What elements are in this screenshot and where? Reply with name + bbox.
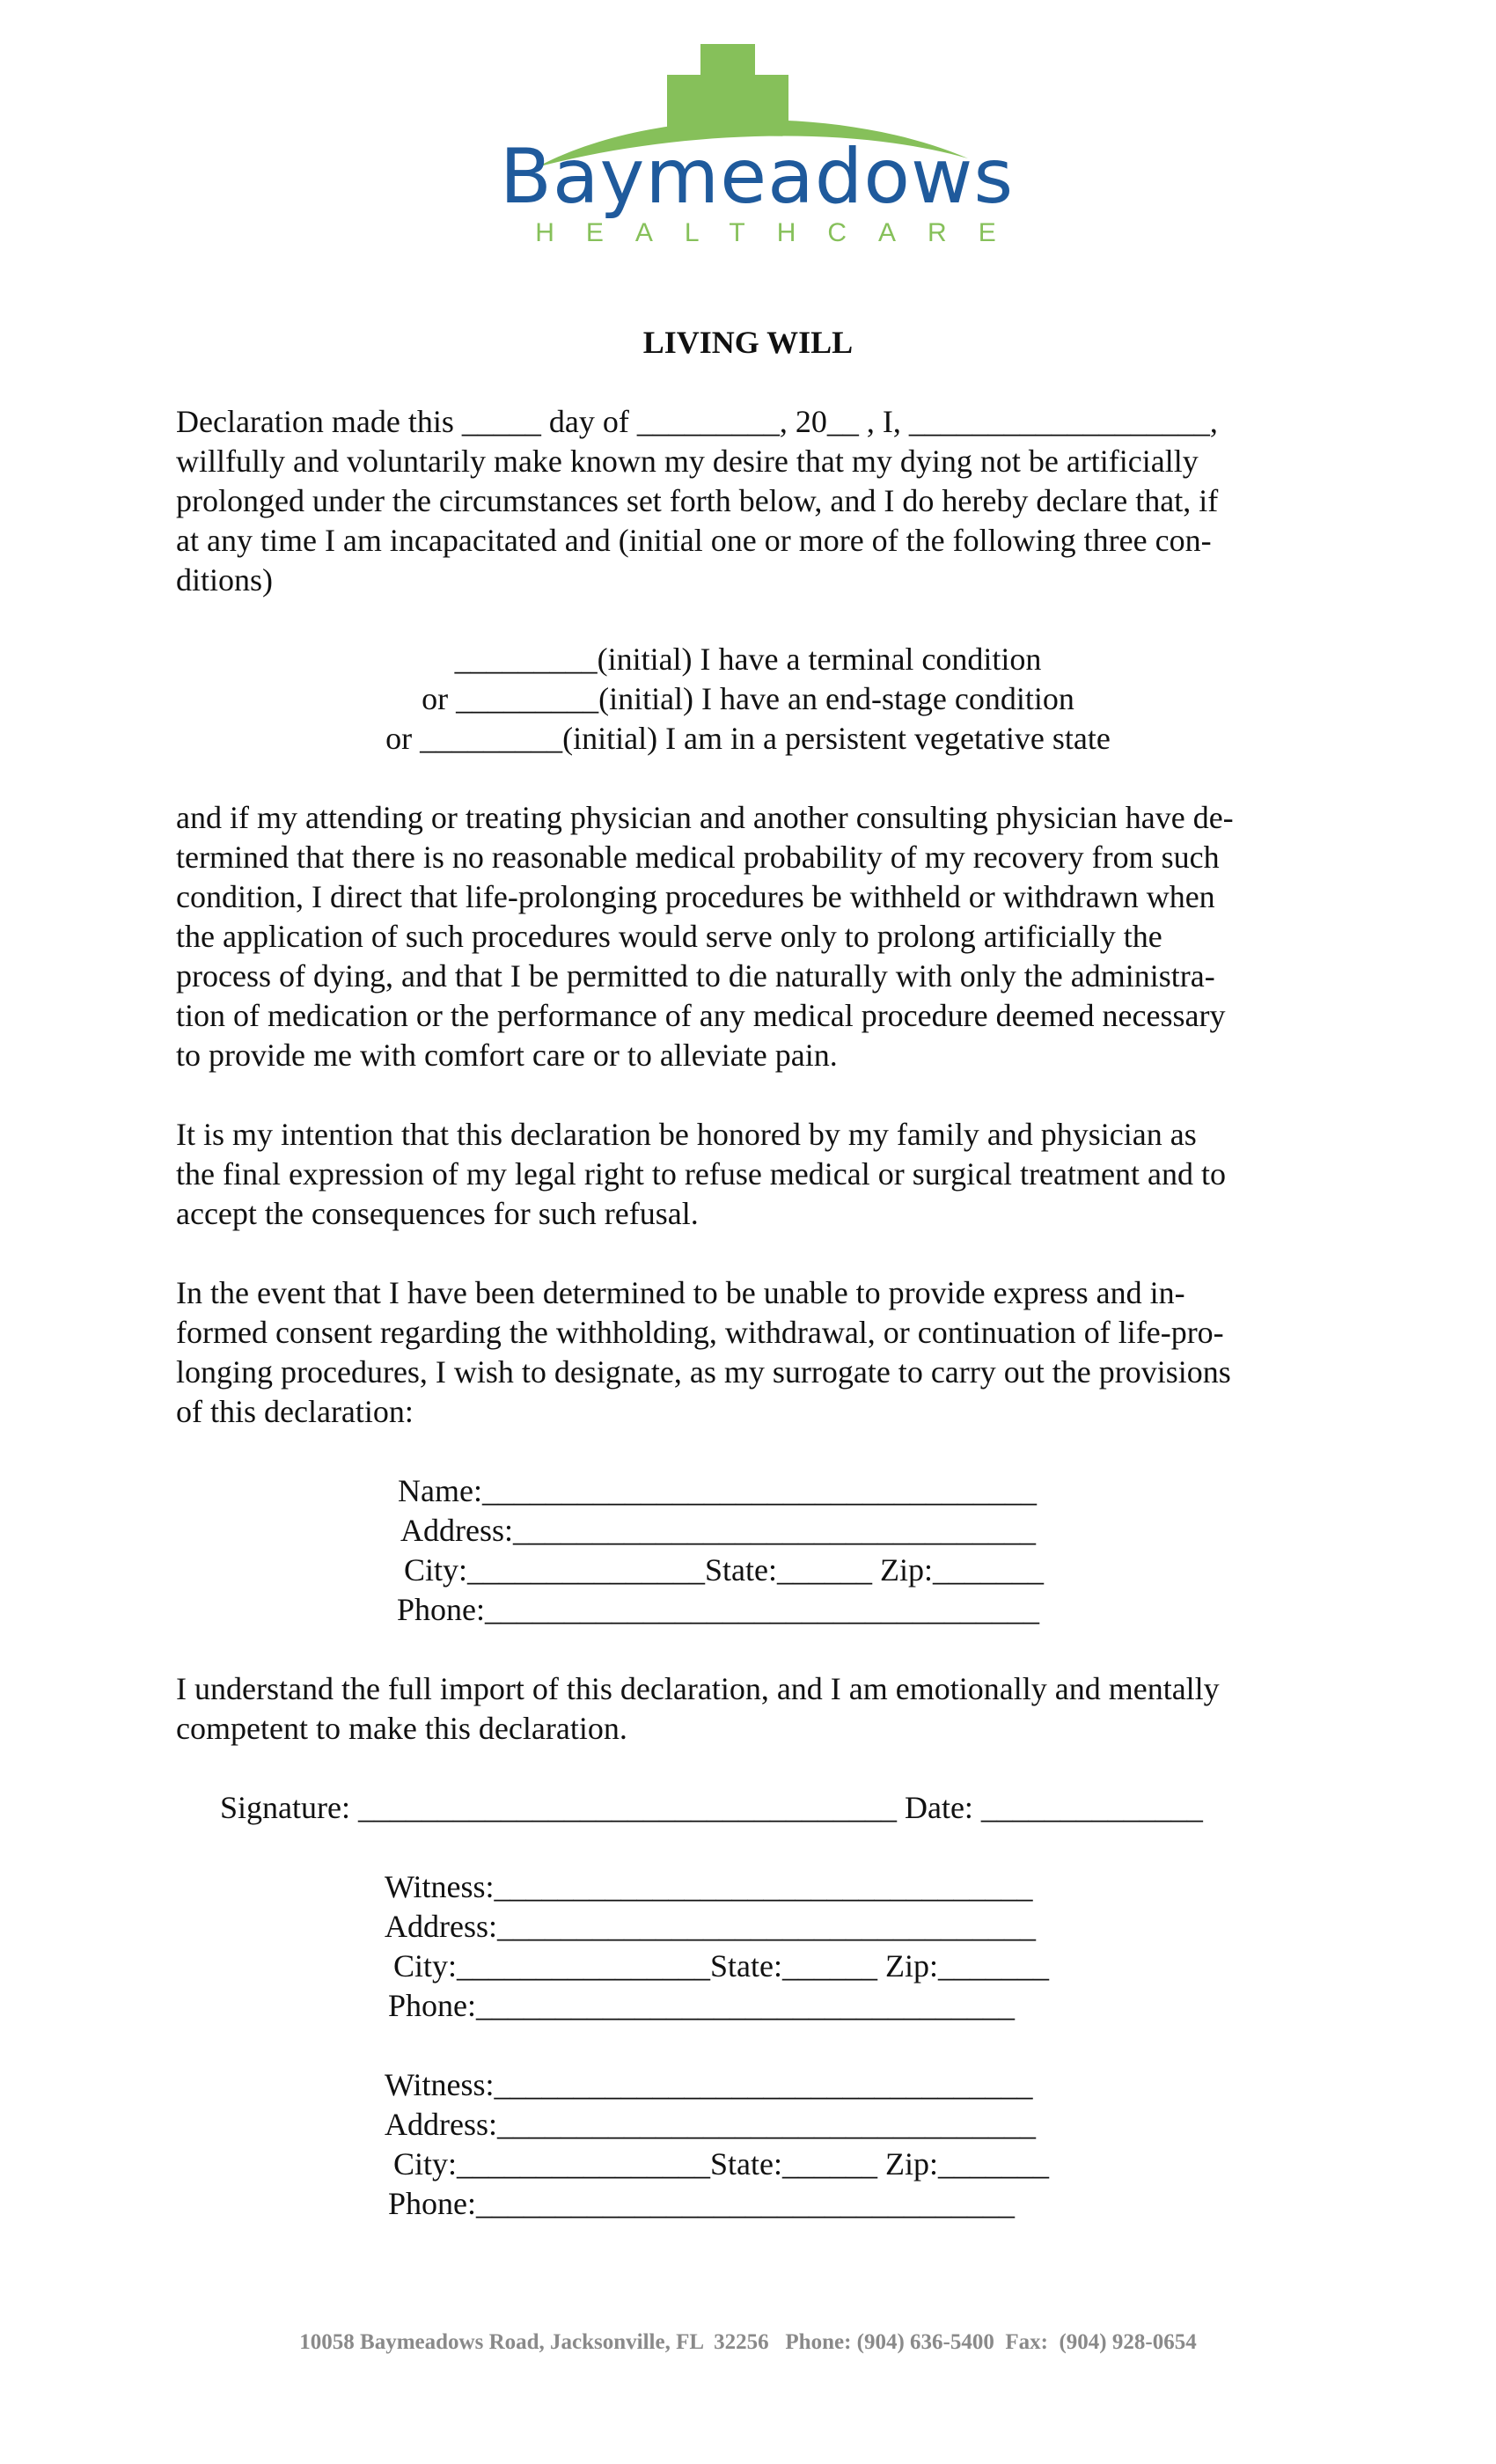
understanding-paragraph bbox=[176, 1669, 1338, 1749]
directive-line: to provide me with comfort care or to alleviate pain. bbox=[176, 1038, 838, 1073]
witness2-address-field[interactable]: Address:__________________________________ bbox=[385, 2107, 1036, 2142]
document-title: LIVING WILL bbox=[642, 325, 854, 360]
condition-terminal: _________(initial) I have a terminal condition bbox=[454, 642, 1042, 677]
intention-line: the final expression of my legal right to refuse medical or surgical treatment and to bbox=[176, 1156, 1226, 1192]
surrogate-address-field[interactable]: Address:_________________________________ bbox=[400, 1513, 1036, 1548]
brand-subtitle: HEALTHCARE bbox=[535, 218, 1028, 247]
intention-line: accept the consequences for such refusal. bbox=[176, 1196, 699, 1231]
signature-date-field[interactable]: Signature: __________________________________ Date: ______________ bbox=[220, 1790, 1203, 1825]
condition-vegetative: or _________(initial) I am in a persistent vegetative state bbox=[385, 721, 1111, 756]
footer-contact: 10058 Baymeadows Road, Jacksonville, FL 32256 Phone: (904) 636-5400 Fax: (904) 928-0654 bbox=[299, 2330, 1197, 2354]
directive-line: and if my attending or treating physician and another consulting physician have de- bbox=[176, 800, 1234, 835]
directive-line: tion of medication or the performance of any medical procedure deemed necessary bbox=[176, 998, 1226, 1033]
witness2-name-field[interactable]: Witness:__________________________________ bbox=[385, 2067, 1033, 2102]
surrogate-intro-line: formed consent regarding the withholding, withdrawal, or continuation of life-pro- bbox=[176, 1315, 1224, 1350]
declaration-paragraph bbox=[176, 402, 1338, 600]
declaration-line: prolonged under the circumstances set forth below, and I do hereby declare that, if bbox=[176, 483, 1219, 518]
surrogate-phone-field[interactable]: Phone:___________________________________ bbox=[397, 1592, 1040, 1627]
witness1-name-field[interactable]: Witness:__________________________________ bbox=[385, 1869, 1033, 1904]
directive-line: the application of such procedures would serve only to prolong artificially the bbox=[176, 919, 1162, 954]
condition-end-stage: or _________(initial) I have an end-stage condition bbox=[422, 681, 1074, 716]
surrogate-city-state-zip-field[interactable]: City:_______________State:______ Zip:_______ bbox=[404, 1552, 1044, 1588]
directive-line: process of dying, and that I be permitted to die naturally with only the administra- bbox=[176, 958, 1215, 994]
declaration-line: at any time I am incapacitated and (initial one or more of the following three con- bbox=[176, 523, 1212, 558]
baymeadows-logo bbox=[475, 35, 1038, 255]
understanding-line: competent to make this declaration. bbox=[176, 1711, 627, 1746]
directive-paragraph bbox=[176, 798, 1338, 1075]
surrogate-intro-line: longing procedures, I wish to designate, as my surrogate to carry out the provisions bbox=[176, 1354, 1231, 1390]
witness1-address-field[interactable]: Address:__________________________________ bbox=[385, 1909, 1036, 1944]
surrogate-intro-line: In the event that I have been determined to be unable to provide express and in- bbox=[176, 1275, 1185, 1310]
intention-line: It is my intention that this declaration be honored by my family and physician as bbox=[176, 1117, 1197, 1152]
directive-line: condition, I direct that life-prolonging procedures be withheld or withdrawn when bbox=[176, 879, 1215, 914]
declaration-line: Declaration made this _____ day of _________, 20__ , I, ___________________, bbox=[176, 404, 1218, 439]
witness2-phone-field[interactable]: Phone:__________________________________ bbox=[388, 2186, 1016, 2221]
surrogate-intro-paragraph bbox=[176, 1273, 1338, 1432]
witness1-city-state-zip-field[interactable]: City:________________State:______ Zip:_______ bbox=[393, 1948, 1049, 1984]
declaration-line: willfully and voluntarily make known my desire that my dying not be artificially bbox=[176, 444, 1199, 479]
witness2-city-state-zip-field[interactable]: City:________________State:______ Zip:_______ bbox=[393, 2146, 1049, 2182]
surrogate-name-field[interactable]: Name:___________________________________ bbox=[398, 1473, 1037, 1508]
brand-name: Baymeadows bbox=[499, 133, 1015, 221]
understanding-line: I understand the full import of this declaration, and I am emotionally and mentally bbox=[176, 1671, 1220, 1706]
witness1-phone-field[interactable]: Phone:__________________________________ bbox=[388, 1988, 1016, 2023]
declaration-line: ditions) bbox=[176, 562, 274, 598]
directive-line: termined that there is no reasonable medical probability of my recovery from such bbox=[176, 840, 1220, 875]
intention-paragraph bbox=[176, 1115, 1338, 1234]
surrogate-intro-line: of this declaration: bbox=[176, 1394, 414, 1429]
